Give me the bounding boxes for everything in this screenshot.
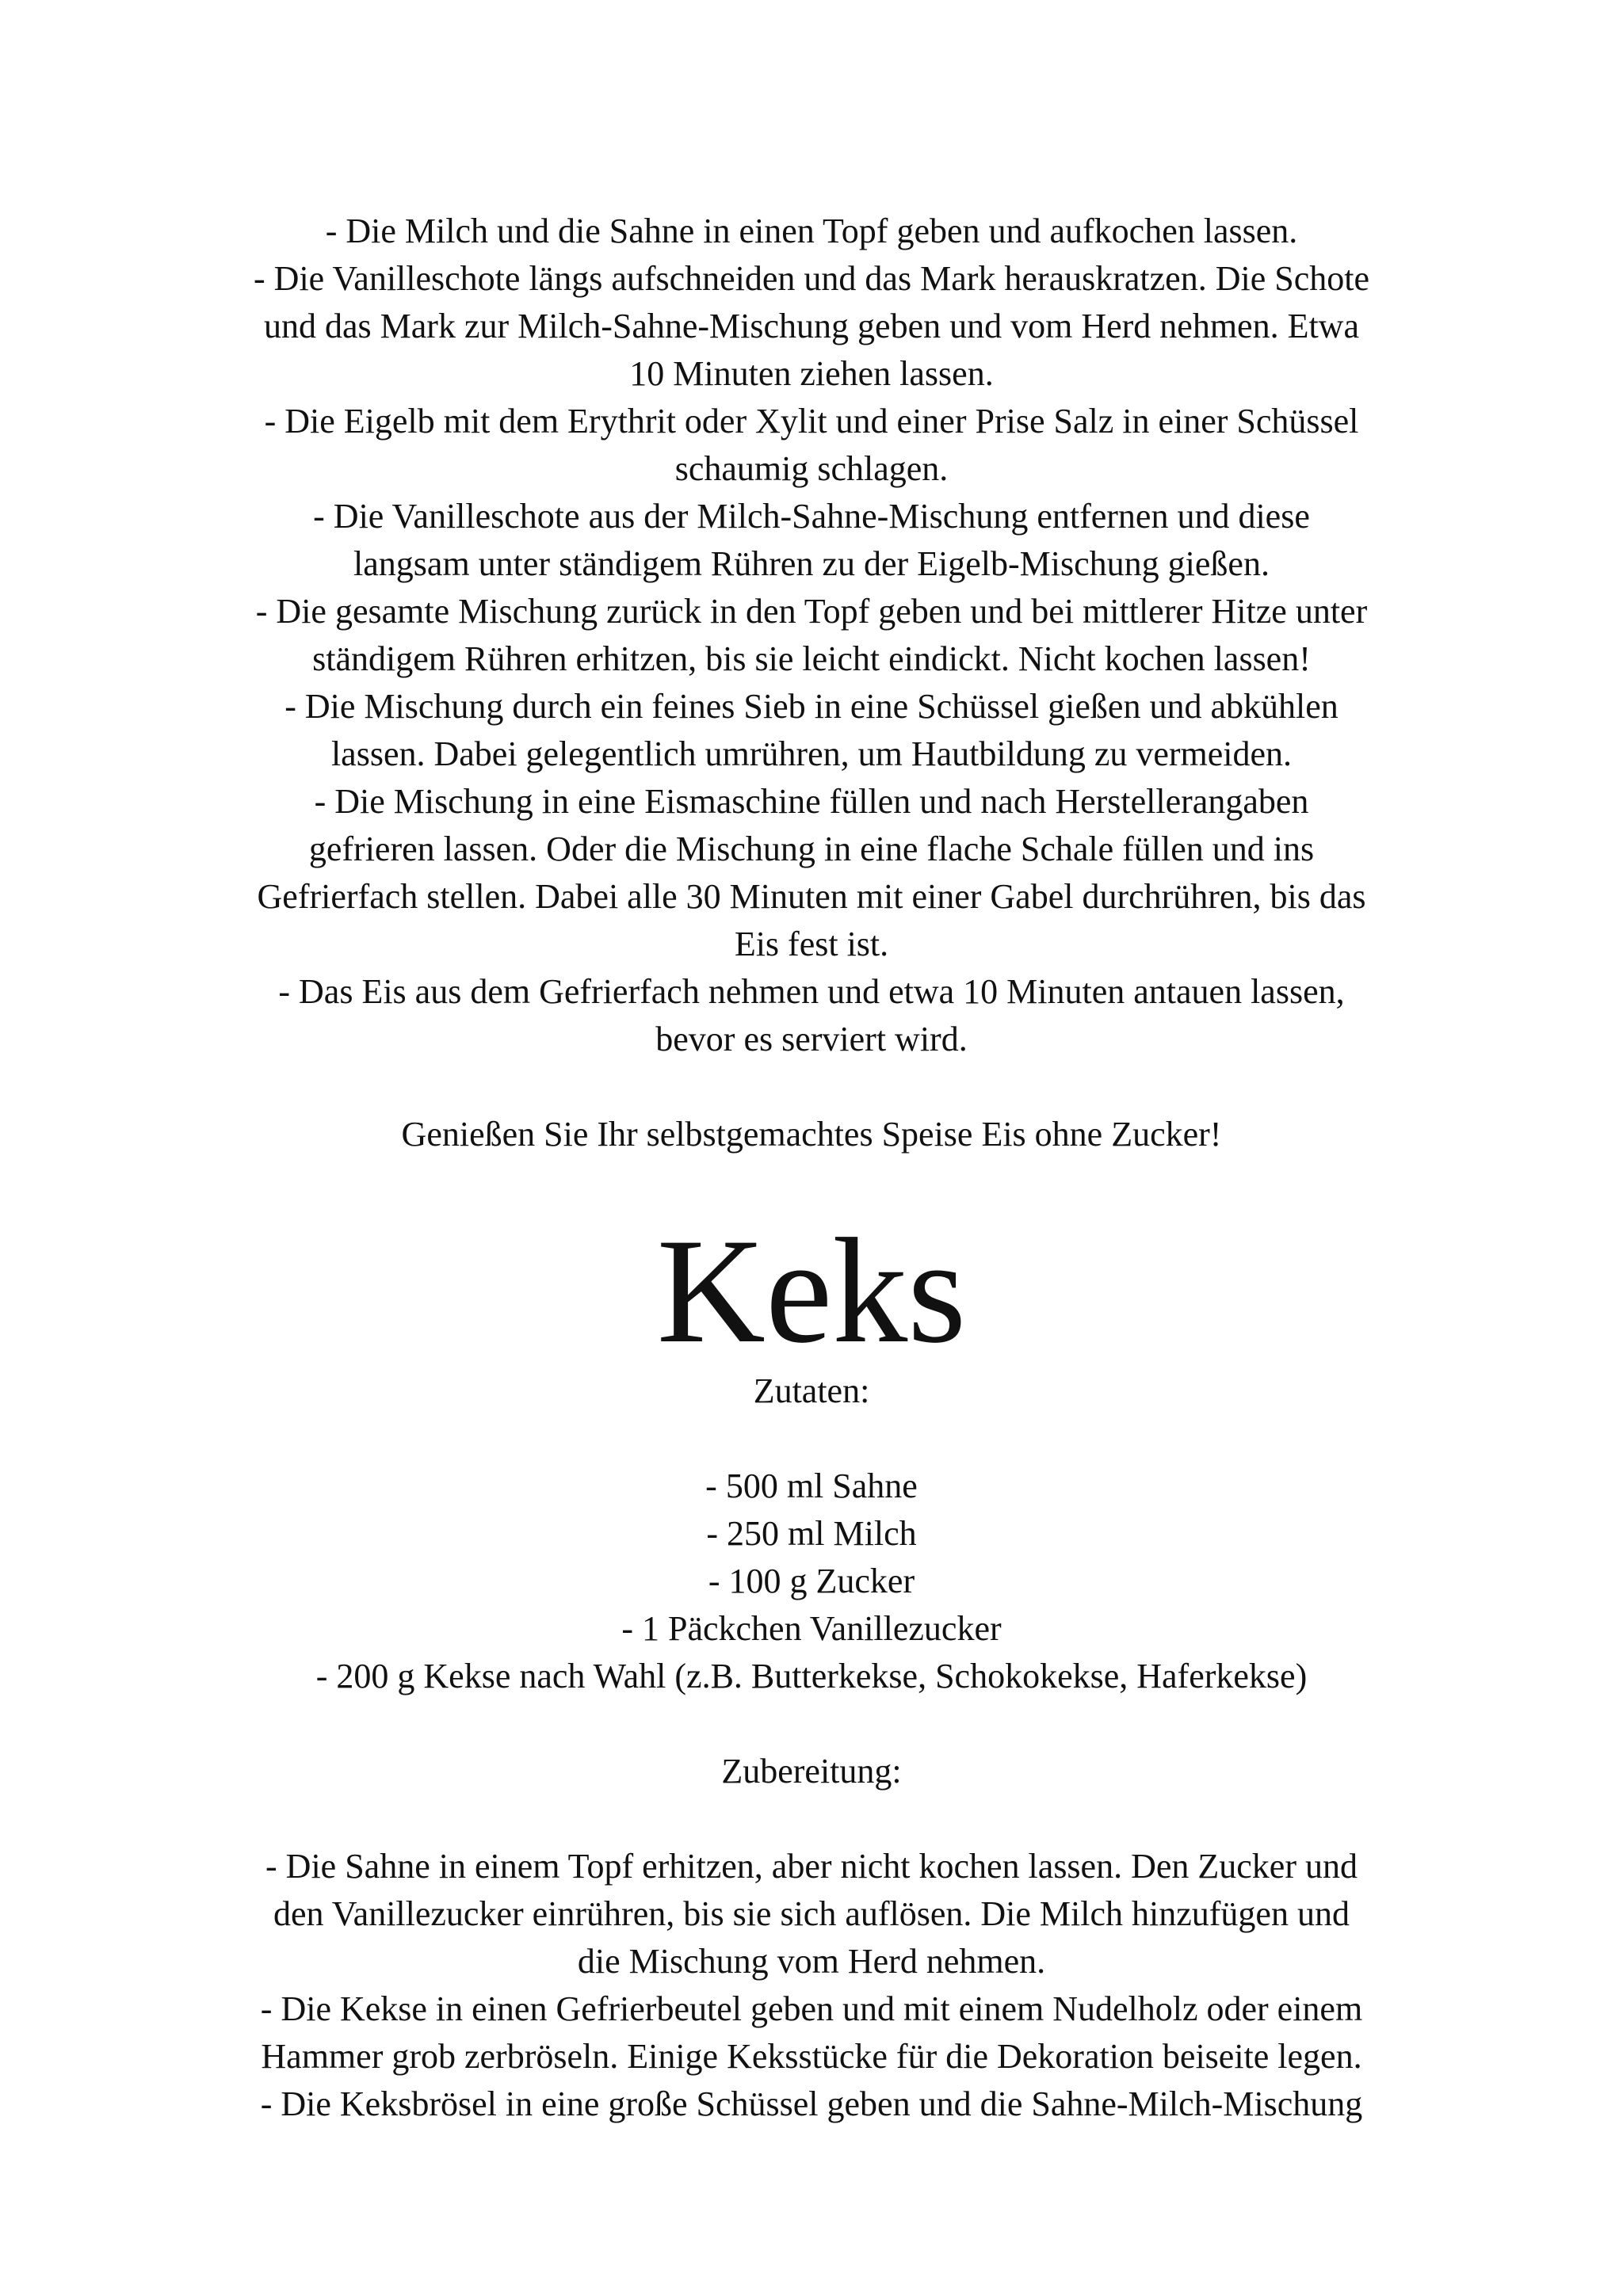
spacer <box>143 1795 1480 1843</box>
spacer <box>143 1700 1480 1748</box>
step-line: bevor es serviert wird. <box>655 1020 968 1058</box>
step-line: - Das Eis aus dem Gefrierfach nehmen und etwa 10 Minuten antauen lassen, <box>278 972 1345 1011</box>
step-line: Hammer grob zerbröseln. Einige Keksstücke für die Dekoration beiseite legen. <box>261 2037 1362 2076</box>
step-line: - Die Eigelb mit dem Erythrit oder Xylit und einer Prise Salz in einer Schüssel <box>264 402 1359 441</box>
ingredient-item: - 200 g Kekse nach Wahl (z.B. Butterkekse, Schokokekse, Haferkekse) <box>315 1657 1308 1695</box>
step-line: - Die gesamte Mischung zurück in den Topf geben und bei mittlerer Hitze unter <box>255 592 1368 631</box>
step-line: - Die Sahne in einem Topf erhitzen, aber nicht kochen lassen. Den Zucker und <box>265 1847 1358 1886</box>
step-line: - Die Milch und die Sahne in einen Topf geben und aufkochen lassen. <box>325 212 1298 250</box>
ingredients-section <box>143 1367 1480 2128</box>
page-title: Keks <box>656 1208 967 1375</box>
step-line: - Die Kekse in einen Gefrierbeutel geben und mit einem Nudelholz oder einem <box>260 1989 1363 2028</box>
step-line: die Mischung vom Herd nehmen. <box>577 1942 1046 1981</box>
steps-top <box>143 208 1480 1063</box>
ingredient-item: - 250 ml Milch <box>706 1514 917 1553</box>
step-line: den Vanillezucker einrühren, bis sie sich auflösen. Die Milch hinzufügen und <box>273 1894 1350 1933</box>
ingredient-item: - 1 Päckchen Vanillezucker <box>621 1609 1002 1648</box>
step-line: langsam unter ständigem Rühren zu der Eigelb-Mischung gießen. <box>353 544 1270 583</box>
step-line: gefrieren lassen. Oder die Mischung in eine flache Schale füllen und ins <box>308 830 1315 868</box>
step-line: - Die Vanilleschote längs aufschneiden und das Mark herauskratzen. Die Schote <box>254 259 1369 298</box>
closing-text: Genießen Sie Ihr selbstgemachtes Speise Eis ohne Zucker! <box>401 1115 1222 1154</box>
step-line: - Die Keksbrösel in eine große Schüssel geben und die Sahne-Milch-Mischung <box>260 2084 1363 2123</box>
step-line: ständigem Rühren erhitzen, bis sie leicht eindickt. Nicht kochen lassen! <box>312 639 1311 678</box>
step-line: Eis fest ist. <box>734 925 889 963</box>
step-line: und das Mark zur Milch-Sahne-Mischung geben und vom Herd nehmen. Etwa <box>263 307 1359 345</box>
spacer <box>143 1415 1480 1463</box>
ingredient-item: - 100 g Zucker <box>708 1562 915 1600</box>
step-line: - Die Mischung durch ein feines Sieb in eine Schüssel gießen und abkühlen <box>285 687 1338 726</box>
step-line: 10 Minuten ziehen lassen. <box>629 354 994 393</box>
ingredient-item: - 500 ml Sahne <box>705 1466 918 1505</box>
step-line: schaumig schlagen. <box>674 449 949 488</box>
ingredients-heading: Zutaten: <box>753 1371 870 1410</box>
step-line: - Die Vanilleschote aus der Milch-Sahne-Mischung entfernen und diese <box>313 497 1310 536</box>
closing-line <box>143 1111 1480 1158</box>
step-line: - Die Mischung in eine Eismaschine füllen und nach Herstellerangaben <box>314 782 1309 821</box>
preparation-heading: Zubereitung: <box>721 1752 902 1791</box>
step-line: lassen. Dabei gelegentlich umrühren, um Hautbildung zu vermeiden. <box>330 734 1293 773</box>
step-line: Gefrierfach stellen. Dabei alle 30 Minuten mit einer Gabel durchrühren, bis das <box>257 877 1366 916</box>
